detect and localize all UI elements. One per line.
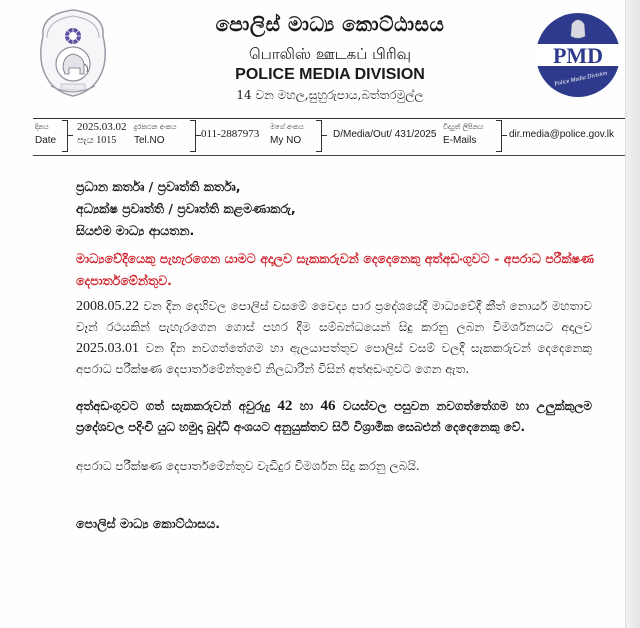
my-no-value: D/Media/Out/ 431/2025 xyxy=(333,129,437,140)
police-emblem-logo xyxy=(33,6,113,102)
email-bracket xyxy=(496,120,502,152)
tel-bracket xyxy=(190,120,196,152)
pmd-logo xyxy=(533,10,623,100)
tel-label: දුරකථන අංකය Tel.NO xyxy=(134,123,177,146)
recipients-block xyxy=(76,176,296,242)
date-bracket xyxy=(62,120,68,152)
my-no-label: මගේ අංකය My NO xyxy=(270,123,304,146)
paragraph-3: අපරාධ පරීක්ෂණ දෙපාර්තමේන්තුව වැඩිදුර විමර්ශන සිදු කරනු ලබයි. xyxy=(76,459,420,473)
header-title-tamil: பொலிஸ் ஊடகப் பிரிவு xyxy=(248,45,411,63)
email-label: විද්‍යුත් ලිපිනය E-Mails xyxy=(443,123,484,146)
header-title-sinhala: පොලිස් මාධ්‍ය කොට්ඨාසය xyxy=(215,12,445,36)
page-edge-strip xyxy=(625,0,640,628)
header-title-english: POLICE MEDIA DIVISION xyxy=(235,66,425,83)
date-value: 2025.03.02 පැය 1015 xyxy=(77,121,127,146)
paragraph-1: 2008.05.22 වන දින දෙහිවල පොලිස් වසමේ වෛද්‍ය පාර ප්‍රදේශයේදී මාධ්‍යවේදී කීත් නොයර් මහතාව වෑන් රථයකින් පැහැරගෙන ගොස් පහර දීම සම්බන්ධයෙන් සිදු කරනු ලබන විමර්ශනයට අදාලව 2025.03.01 වන දින නවගත්තේගම හා ඇලයාපත්තුව පොලිස් වසම් වලදී සැකකරුවන් දෙදෙනෙකු අපරාධ පරීක්ෂණ දෙපාර්තමේන්තුවේ නිලධාරීන් විසින් අත්අඩංගුවට ගෙන ඇත. xyxy=(76,299,592,376)
recipient-line: අධ්‍යක්ෂ ප්‍රවෘත්ති / ප්‍රවෘත්ති කළමණාකරු, xyxy=(76,201,296,216)
svg-text:PMD: PMD xyxy=(552,43,604,68)
svg-text:Police Media Division: Police Media Division xyxy=(553,70,608,88)
tel-value: 011-2887973 xyxy=(201,128,260,140)
recipient-line: සියළුම මාධ්‍ය ආයතන. xyxy=(76,223,195,238)
email-value[interactable]: dir.media@police.gov.lk xyxy=(509,129,615,140)
date-label: දිනය Date xyxy=(35,123,57,146)
recipient-line: ප්‍රධාන කර්තෘ / ප්‍රවෘත්ති කර්තෘ, xyxy=(76,179,241,194)
paragraph-2: අත්අඩංගුවට ගත් සැකකරුවන් අවුරුදු 42 හා 46 වයස්වල පසුවන නවගත්තේගම හා උලුක්කුලම ප්‍රදේශවල පදිංචි යුධ හමුදා බුද්ධි අංශයට අනුයුක්තව සිටි විශ්‍රාමික සෙබළුන් දෙදෙනෙකු වේ. xyxy=(76,398,593,434)
my-no-bracket xyxy=(316,120,322,152)
info-bar-bottom-rule xyxy=(33,155,625,156)
header-address: 14 වන මහල,සුහුරුපාය,බත්තරමුල්ල xyxy=(236,88,424,102)
info-bar-top-rule xyxy=(33,118,625,119)
subject-heading: මාධ්‍යවේදියෙකු පැහැරගෙන යාමට අදාලව සැකකරුවන් දෙදෙනෙකු අත්අඩංගුවට - අපරාධ පරීක්ෂණ දෙපාර්තමේන්තුව. xyxy=(76,251,594,288)
signature: පොලිස් මාධ්‍ය කොට්ඨාසය. xyxy=(76,516,220,531)
